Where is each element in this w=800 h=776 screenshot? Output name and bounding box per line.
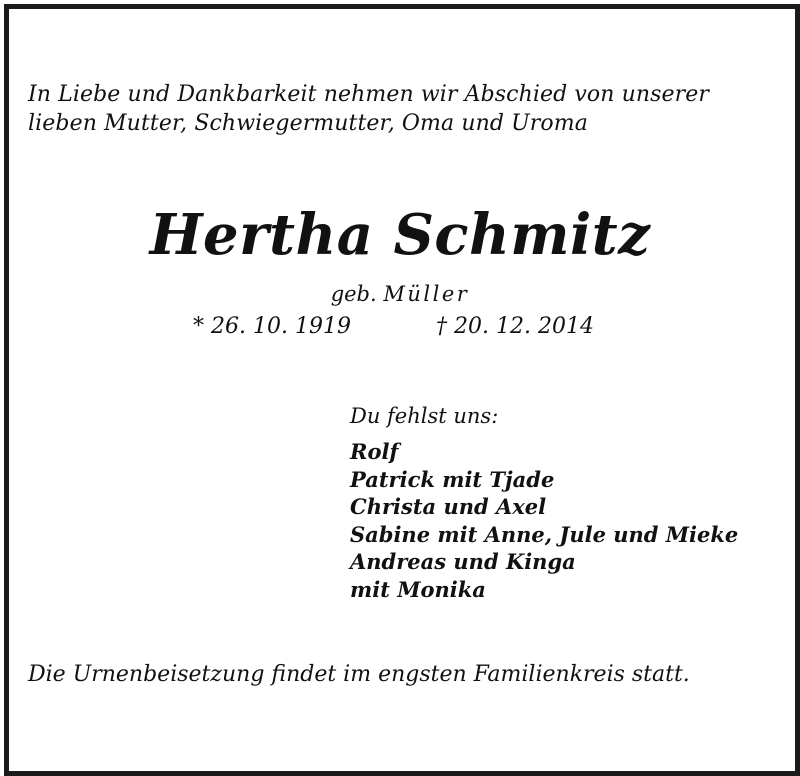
mourners-heading: Du fehlst uns:: [350, 404, 499, 428]
mourner-item: Sabine mit Anne, Jule und Mieke: [350, 521, 739, 547]
mourner-item: Christa und Axel: [350, 494, 547, 519]
deceased-name: Hertha Schmitz: [149, 202, 651, 268]
maiden-name-line: [0, 280, 800, 308]
mourners-list: [350, 438, 790, 603]
maiden-name: Müller: [383, 282, 470, 306]
intro-line-1: In Liebe und Dankbarkeit nehmen wir Abschied von unserer: [28, 82, 710, 107]
intro-line-2: lieben Mutter, Schwiegermutter, Oma und Uroma: [28, 111, 588, 136]
maiden-prefix: geb.: [330, 282, 377, 306]
mourners-block: [350, 402, 790, 603]
mourner-item: Rolf: [350, 439, 399, 464]
intro-text: [28, 80, 778, 138]
closing-text: Die Urnenbeisetzung findet im engsten Familienkreis statt.: [28, 662, 690, 687]
birth-date: * 26. 10. 1919: [193, 314, 351, 339]
mourner-item: Andreas und Kinga: [350, 549, 576, 574]
mourner-item: mit Monika: [350, 576, 486, 602]
death-date: † 20. 12. 2014: [436, 314, 594, 339]
mourner-item: Patrick mit Tjade: [350, 466, 555, 492]
